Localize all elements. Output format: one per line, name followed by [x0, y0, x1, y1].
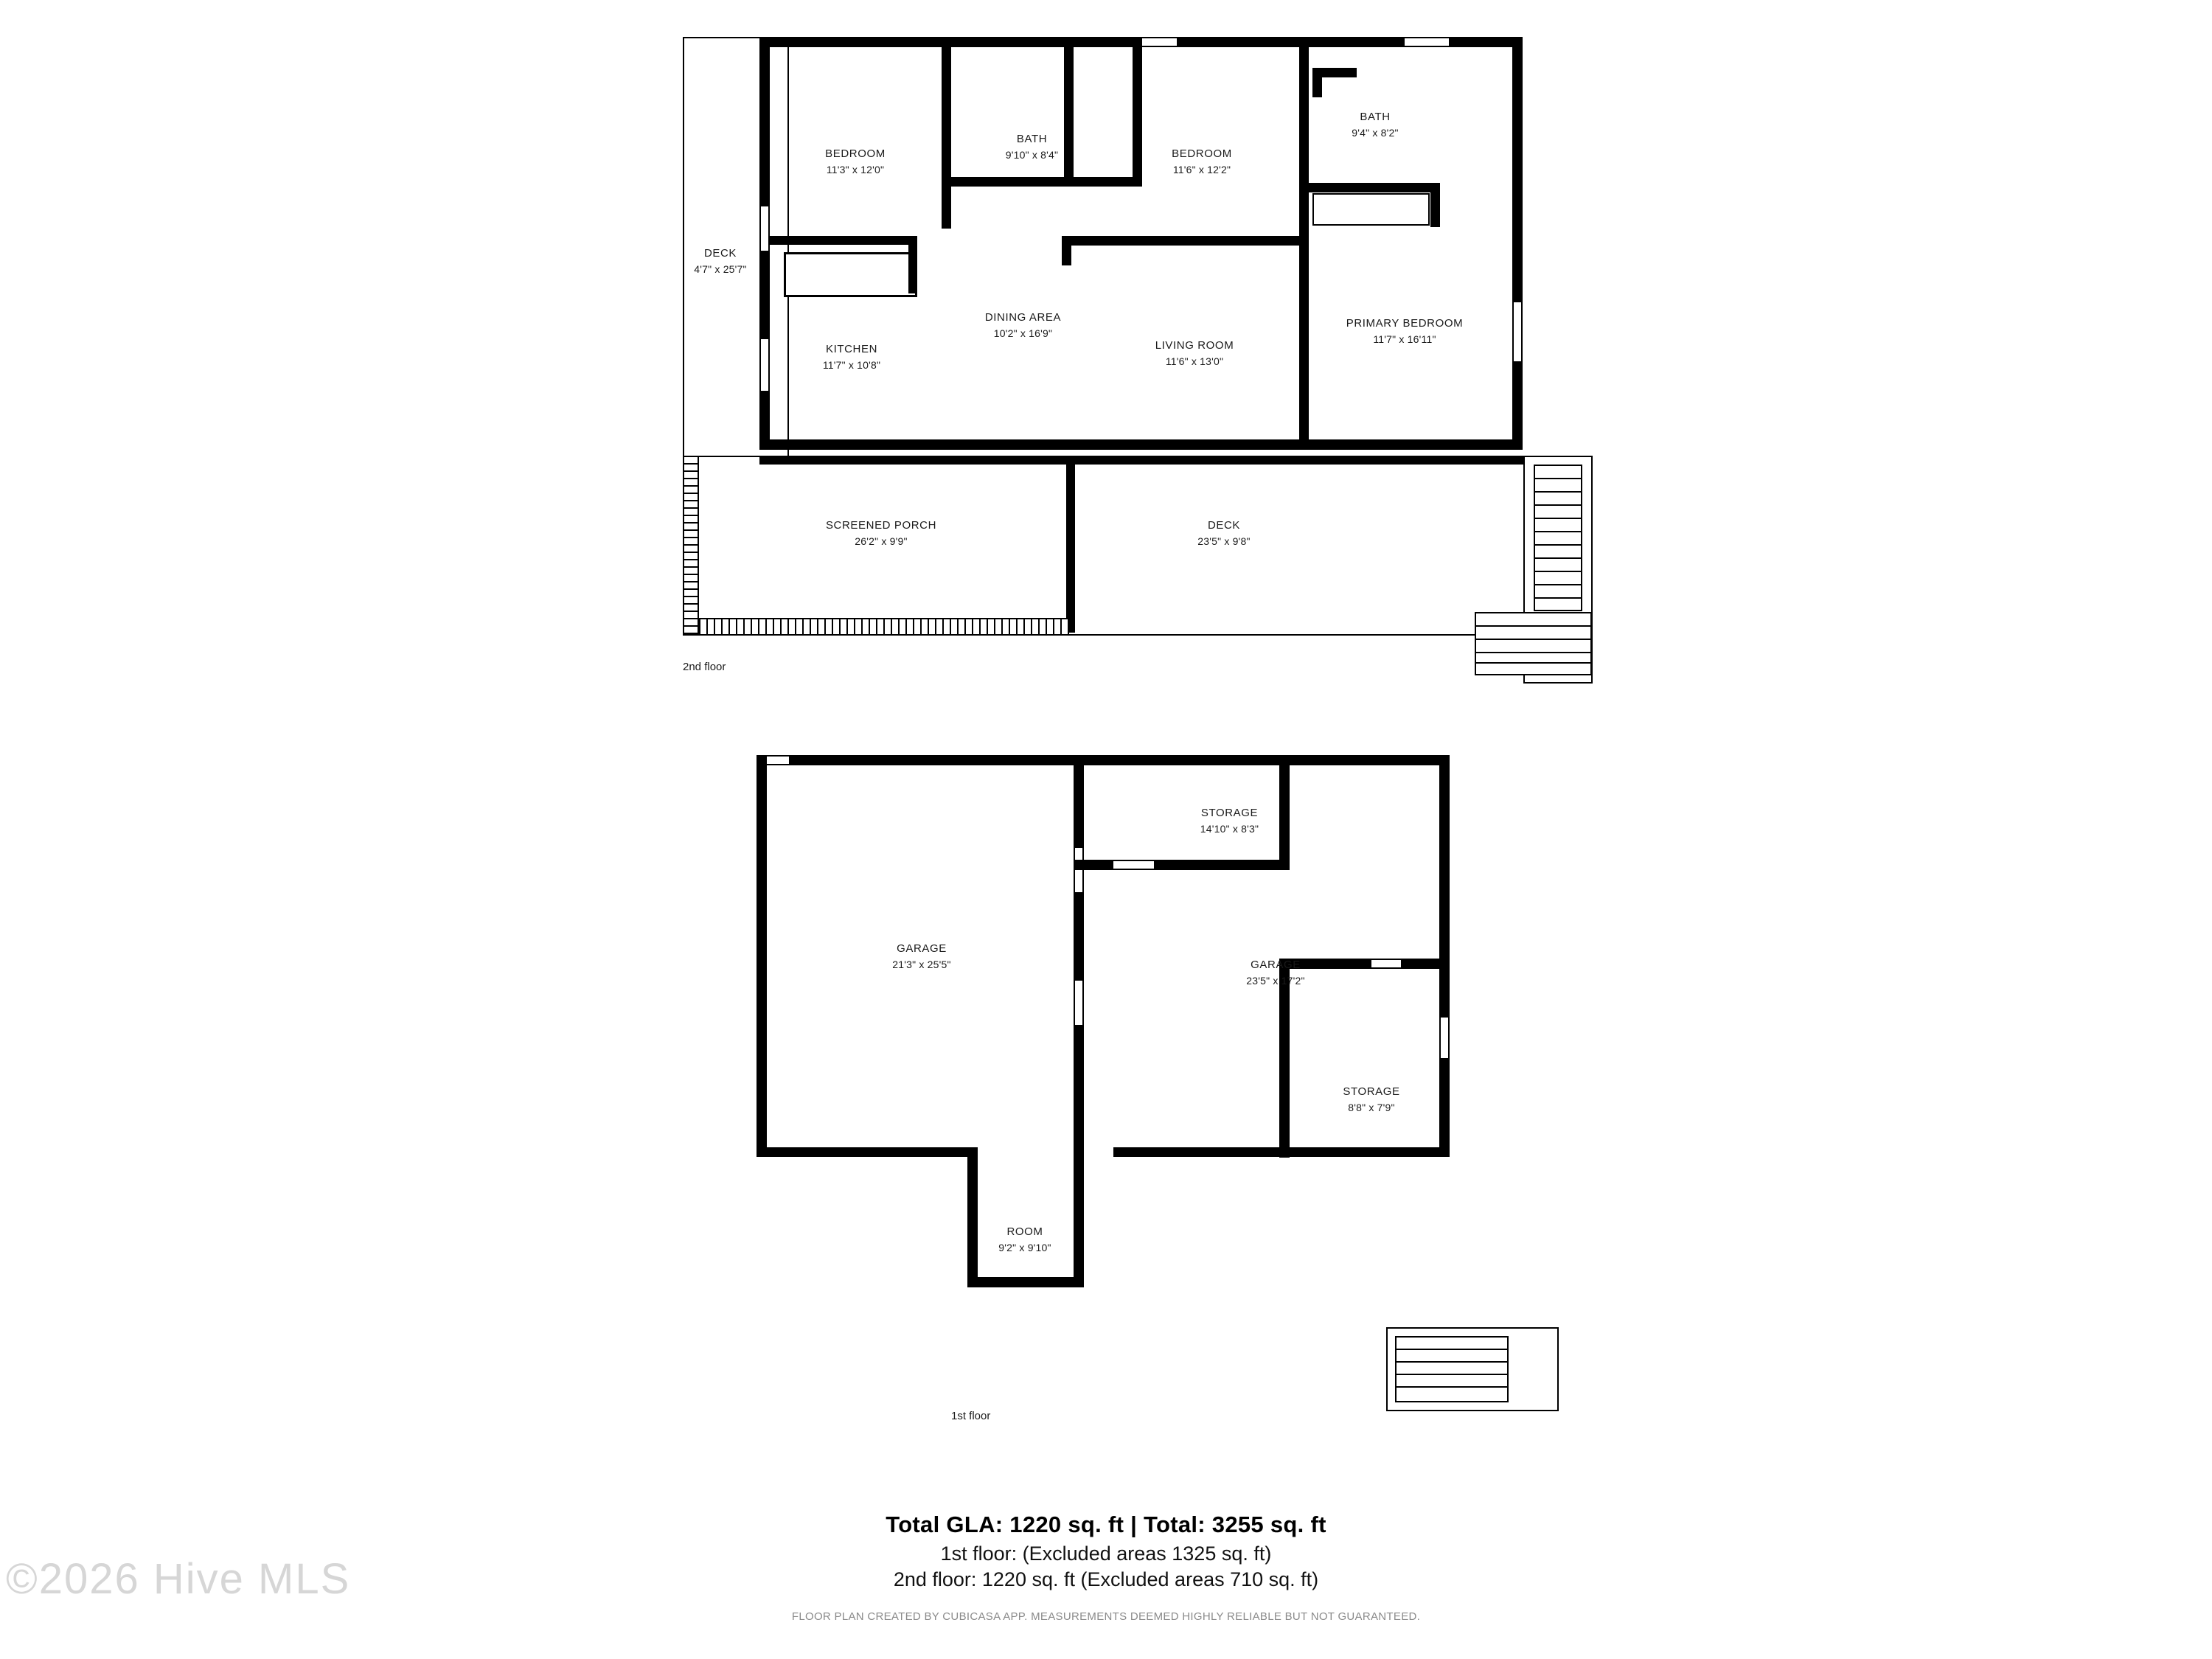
- kitchen-counter-top: [770, 236, 917, 245]
- mls-watermark: ©2026 Hive MLS: [6, 1555, 351, 1603]
- porch-rail-bottom: [683, 618, 1069, 636]
- interior-wall-bed2-bottom-stub: [1062, 236, 1071, 265]
- floor-tag-second: 2nd floor: [683, 661, 726, 673]
- window-left-1: [761, 206, 768, 251]
- cubicasa-credit: FLOOR PLAN CREATED BY CUBICASA APP. MEASUREMENTS DEEMED HIGHLY RELIABLE BUT NOT GUARANTEED.: [791, 1610, 1421, 1623]
- garage-wall-top: [757, 755, 1450, 765]
- garage-divider-opening-2: [1075, 981, 1082, 1025]
- room-label-storage-2: STORAGE 8'8" x 7'9": [1343, 1085, 1400, 1113]
- room-left-wall: [967, 1147, 978, 1287]
- interior-wall-bed1-right: [942, 37, 951, 229]
- floor-tag-first: 1st floor: [951, 1410, 991, 1422]
- first-floor-plan: [737, 737, 1622, 1438]
- interior-wall-bed2-bottom: [1062, 236, 1305, 246]
- room-label-living: LIVING ROOM 11'6" x 13'0": [1155, 339, 1234, 367]
- window-right-1: [1514, 302, 1521, 361]
- interior-wall-bath-right: [1064, 37, 1074, 187]
- room-label-garage-1: GARAGE 21'3" x 25'5": [892, 942, 951, 970]
- room-label-deck-left: DECK 4'7" x 25'7": [694, 247, 747, 275]
- interior-wall-bath2-left: [1299, 37, 1309, 258]
- window-left-2: [761, 339, 768, 391]
- exterior-wall-bottom: [759, 439, 1523, 450]
- storage2-window: [1371, 960, 1401, 967]
- exterior-wall-right: [1512, 37, 1523, 450]
- room-right-wall: [1074, 1147, 1084, 1287]
- room-label-bath-2: BATH 9'4" x 8'2": [1352, 111, 1399, 139]
- garage-divider-opening-1: [1075, 848, 1082, 892]
- second-floor-plan: [664, 22, 1585, 686]
- storage-bottom-wall: [1074, 860, 1290, 870]
- garage-wall-bottom-left: [757, 1147, 978, 1157]
- interior-wall-bath2-stub: [1430, 183, 1440, 227]
- porch-wall-divider: [1066, 456, 1075, 633]
- first-floor-area-line: 1st floor: (Excluded areas 1325 sq. ft): [940, 1543, 1272, 1565]
- garage-door-top: [767, 757, 789, 764]
- room-label-garage-2: GARAGE 23'5" x 17'2": [1246, 959, 1305, 987]
- room-label-bath-1: BATH 9'10" x 8'4": [1005, 133, 1059, 161]
- porch-rail-left: [683, 456, 699, 636]
- room-label-bedroom-2: BEDROOM 11'6" x 12'2": [1172, 147, 1232, 175]
- bath2-fixture: [1312, 193, 1430, 226]
- interior-wall-bath-right2: [1064, 177, 1141, 187]
- interior-wall-closet-top2: [1312, 68, 1357, 77]
- room-label-storage-1: STORAGE 14'10" x 8'3": [1200, 807, 1259, 835]
- room-label-kitchen: KITCHEN 11'7" x 10'8": [822, 343, 881, 371]
- total-gla-line: Total GLA: 1220 sq. ft | Total: 3255 sq. ft: [886, 1512, 1326, 1537]
- garage-divider-wall: [1074, 755, 1084, 1157]
- window-top-2: [1405, 38, 1449, 46]
- second-floor-area-line: 2nd floor: 1220 sq. ft (Excluded areas 710 sq. ft): [893, 1568, 1319, 1590]
- room-label-room: ROOM 9'2" x 9'10": [998, 1225, 1051, 1253]
- room-label-dining: DINING AREA 10'2" x 16'9": [984, 311, 1062, 339]
- deck-wall-top-right: [1075, 456, 1525, 465]
- room-label-primary-bedroom: PRIMARY BEDROOM 11'7" x 16'11": [1346, 317, 1464, 345]
- storage-door-opening: [1113, 861, 1154, 869]
- storage2-left-wall: [1279, 959, 1290, 1158]
- porch-wall-top-left: [759, 456, 1069, 465]
- stair-treads: [1534, 465, 1582, 611]
- room-label-deck-bottom: DECK 23'5" x 9'8": [1197, 519, 1251, 547]
- storage2-door: [1441, 1018, 1448, 1058]
- interior-wall-bath-left: [942, 177, 1074, 187]
- kitchen-island: [784, 252, 917, 297]
- kitchen-counter-right: [908, 236, 917, 293]
- stair-treads-lower: [1475, 612, 1592, 675]
- stair-treads-first: [1395, 1336, 1509, 1402]
- interior-wall-bath2-bottom: [1299, 183, 1436, 192]
- garage-wall-left: [757, 755, 767, 1157]
- room-bottom-wall: [967, 1277, 1084, 1287]
- room-label-bedroom-1: BEDROOM 11'3" x 12'0": [825, 147, 886, 175]
- room-label-screened-porch: SCREENED PORCH 26'2" x 9'9": [825, 519, 937, 547]
- interior-wall-primary-left: [1299, 243, 1309, 450]
